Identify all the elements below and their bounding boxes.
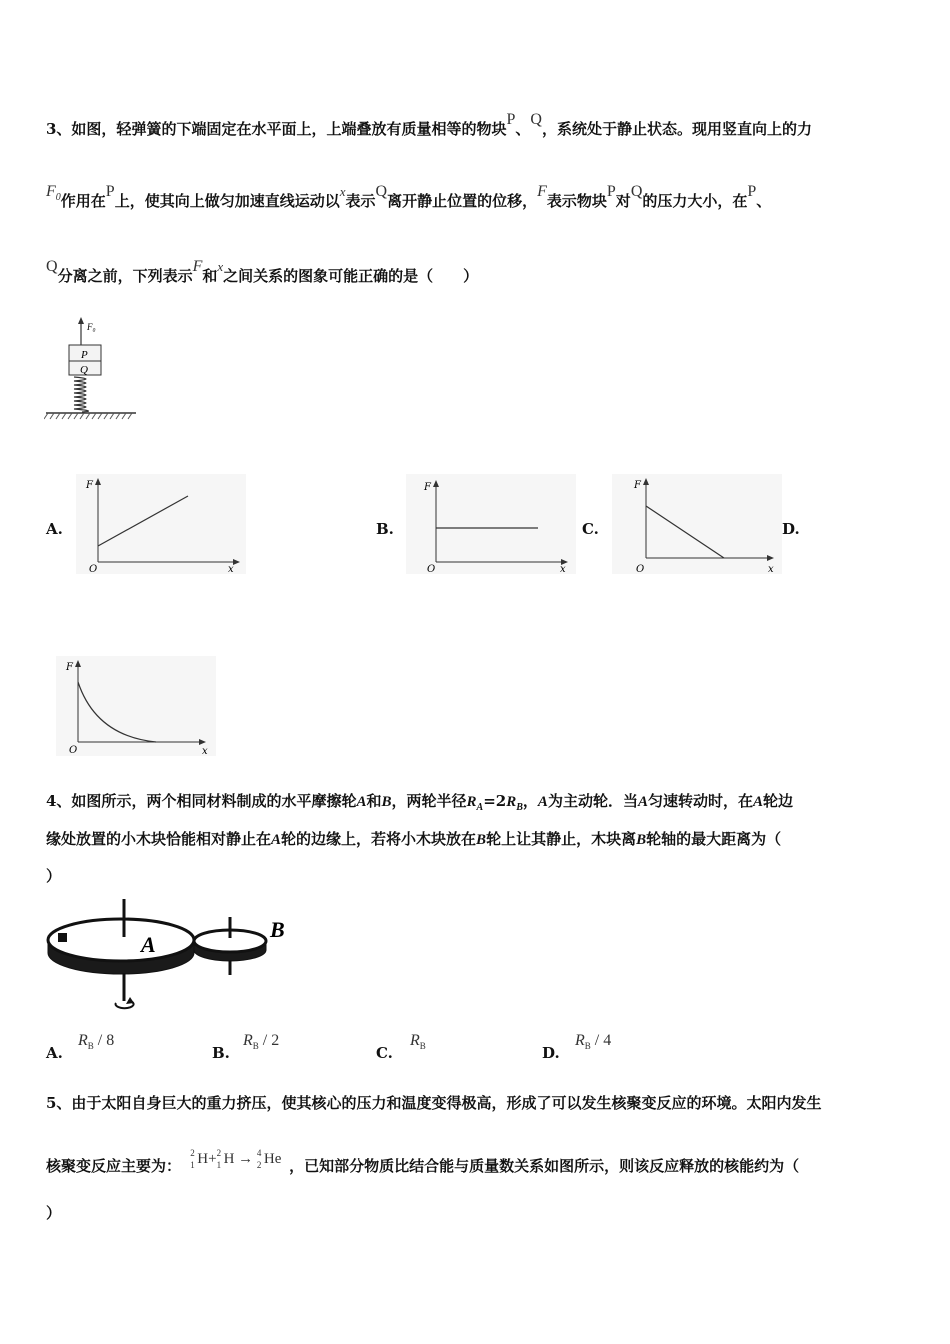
q4-option-c-label[interactable]: C. (376, 1044, 393, 1062)
x-axis-label: x (768, 564, 774, 574)
origin-label: O (89, 564, 98, 574)
origin-label: O (69, 745, 78, 756)
q5-line-3: ） (46, 1204, 62, 1222)
y-axis-label: F (634, 480, 641, 491)
q4-line-3: ） (46, 867, 62, 885)
graph-option-b (406, 474, 576, 574)
block-p-label: P (81, 349, 88, 361)
q3-option-d-label[interactable]: D. (782, 520, 800, 538)
friction-wheels-figure (44, 895, 304, 1025)
y-axis-label: F (86, 480, 93, 491)
q5-line-1: 5、由于太阳自身巨大的重力挤压，使其核心的压力和温度变得极高，形成了可以发生核聚变反应的环境。太阳内发生 (46, 1094, 822, 1112)
wheel-b-label: B (270, 917, 285, 942)
q5-line-2: 核聚变反应主要为： 2 1 H+ 2 1 H → 4 2 He ，已知部分物质比结合能与质量数关系如图所示，则该反应释放的核能约为（ (46, 1148, 800, 1175)
q4-option-a-label[interactable]: A. (46, 1044, 63, 1062)
x-axis-label: x (560, 564, 566, 574)
wheel-a-label: A (141, 932, 156, 957)
q4-option-d-label[interactable]: D. (542, 1044, 560, 1062)
graph-option-d (56, 656, 216, 756)
spring-block-figure (44, 315, 144, 425)
q3-option-b-label[interactable]: B. (376, 520, 394, 538)
block-q-label: Q (80, 364, 88, 376)
q4-option-a-value: $R_B / 8$ (78, 1032, 115, 1052)
x-axis-label: x (228, 564, 234, 574)
q3-line-1: 3、如图，轻弹簧的下端固定在水平面上，上端叠放有质量相等的物块P、Q，系统处于静止状态。现用竖直向上的力 (46, 111, 812, 138)
q3-option-a-label[interactable]: A. (46, 520, 63, 538)
q4-option-d-value: $R_B / 4$ (575, 1032, 612, 1052)
x-axis-label: x (202, 746, 208, 756)
q4-option-b-label[interactable]: B. (212, 1044, 230, 1062)
force-label: F₀ (87, 322, 96, 332)
q3-line-3: Q分离之前，下列表示F和x之间关系的图象可能正确的是（ ） (46, 258, 479, 285)
q3-line-2: $F_0$作用在P上，使其向上做匀加速直线运动以x表示Q离开静止位置的位移，F表示物块P对Q的压力大小，在P、 (46, 183, 772, 210)
origin-label: O (427, 564, 436, 574)
y-axis-label: F (66, 662, 73, 673)
fusion-equation: 2 1 H+ 2 1 H → 4 2 He (190, 1148, 282, 1170)
graph-option-c (612, 474, 782, 574)
q4-option-b-value: $R_B / 2$ (243, 1032, 280, 1052)
graph-option-a (76, 474, 246, 574)
q4-option-c-value: $R_B$ (410, 1032, 426, 1052)
y-axis-label: F (424, 482, 431, 493)
q3-option-c-label[interactable]: C. (582, 520, 599, 538)
origin-label: O (636, 564, 645, 574)
wooden-block (58, 933, 67, 942)
q4-line-1: 4、如图所示，两个相同材料制成的水平摩擦轮A和B，两轮半径$R_A=2R_B$，A为主动轮．当A匀速转动时，在A轮边 (46, 792, 794, 813)
q4-line-2: 缘处放置的小木块恰能相对静止在A轮的边缘上，若将小木块放在B轮上让其静止，木块离B轮轴的最大距离为（ (46, 830, 782, 848)
